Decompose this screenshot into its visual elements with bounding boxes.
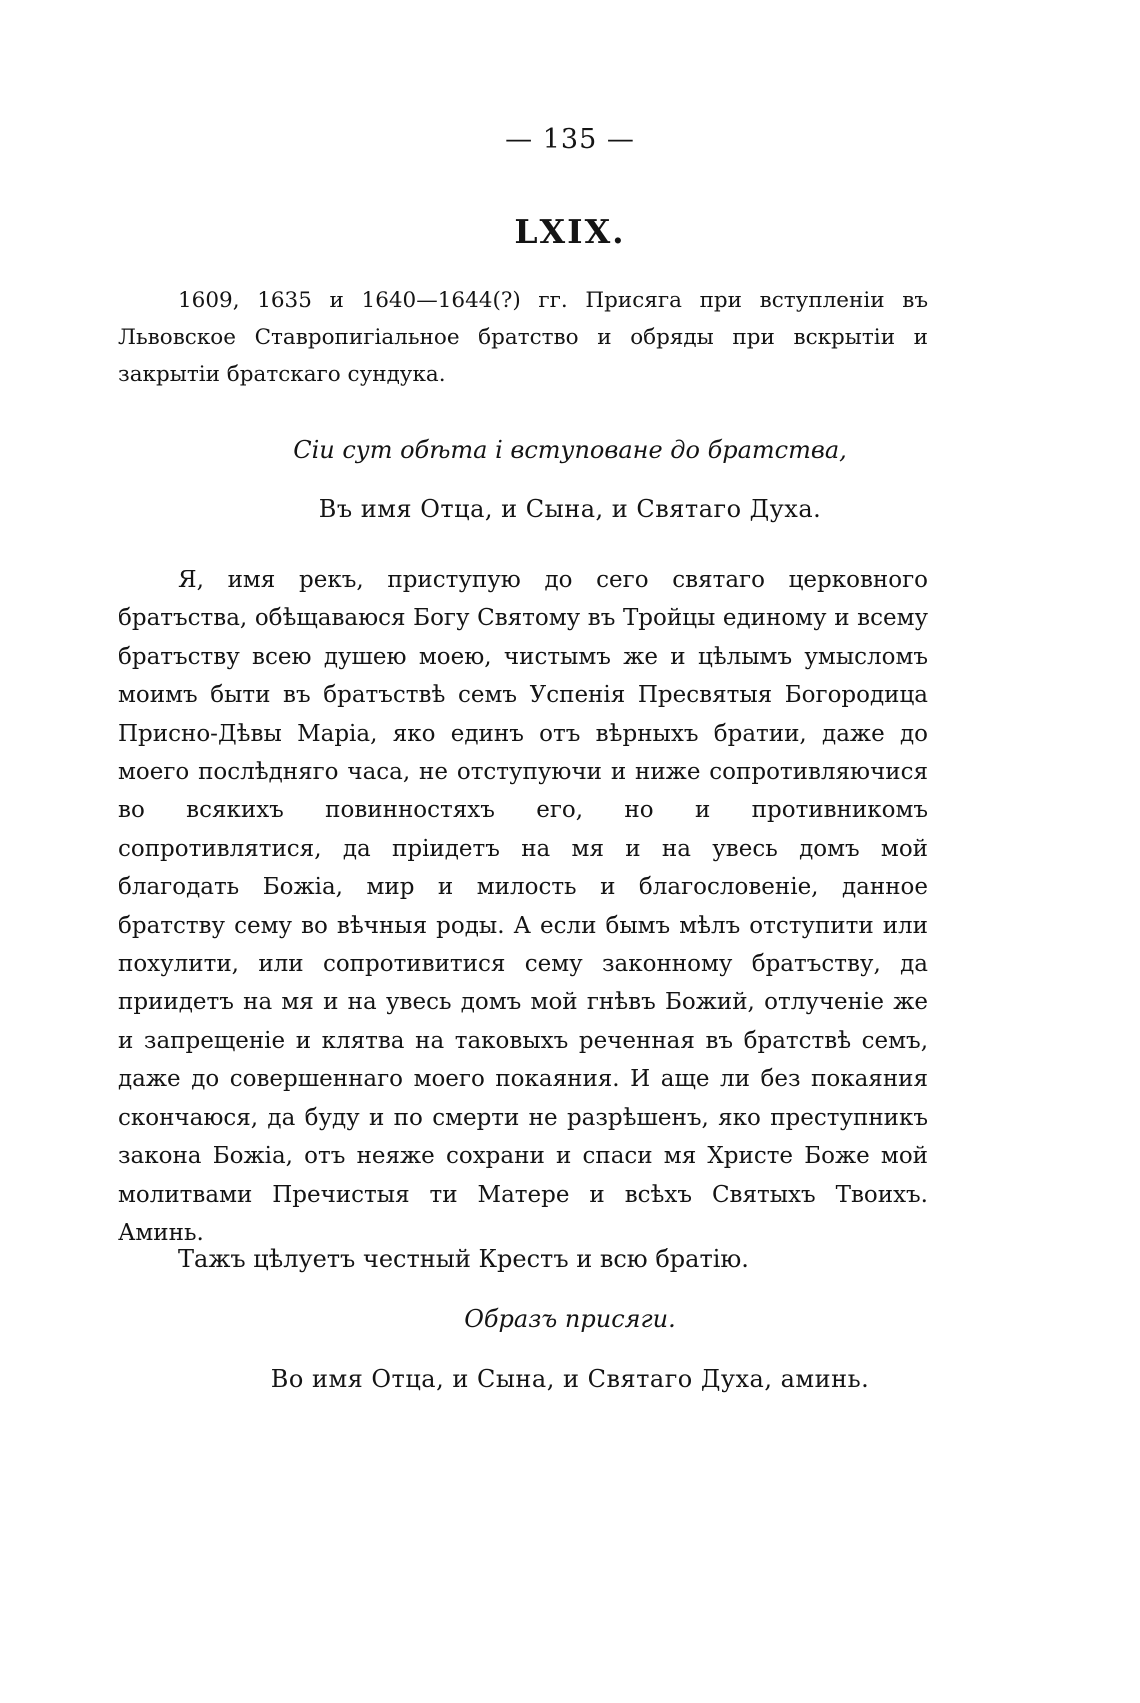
ritual-note: Тажъ цѣлуетъ честный Крестъ и всю братію. <box>178 1245 749 1273</box>
document-heading: 1609, 1635 и 1640—1644(?) гг. Присяга при вступленіи въ Львовское Ставропигіальное братство и обряды при вскрытіи и закрытіи братскаго сундука. <box>118 288 928 387</box>
document-number: LXIX. <box>514 212 626 251</box>
invocation: Въ имя Отца, и Сына, и Святаго Духа. <box>318 495 822 523</box>
oath-title: Образъ присяги. <box>464 1305 676 1333</box>
oath-invocation: Во имя Отца, и Сына, и Святаго Духа, аминь. <box>270 1365 870 1393</box>
oath-text: Я, имя рекъ, приступую до сего святаго церковного братъства, обѣщаваюся Богу Святому въ Тройцы единому и всему братъству всею душею моею, чистымъ же и цѣлымъ умысломъ моимъ быти въ братъствѣ семъ Успенія Пресвятыя Богородица Присно-Дѣвы Маріа, яко единъ отъ вѣрныхъ братии, даже до моего послѣдняго часа, не отступуючи и ниже сопротивляючися во всякихъ повинностяхъ его, но и противникомъ сопротивлятися, да пріидетъ на мя и на увесь домъ мой благодать Божіа, мир и милость и благословеніе, данное братству сему во вѣчныя роды. А если бымъ мѣлъ отступити или похулити, или сопротивитися сему законному братъству, да приидетъ на мя и на увесь домъ мой гнѣвъ Божий, отлученіе же и запрещеніе и клятва на таковыхъ реченная въ братствѣ семъ, даже до совершеннаго моего покаяния. И аще ли без покаяния скончаюся, да буду и по смерти не разрѣшенъ, яко преступникъ закона Божіа, отъ неяже сохрани и спаси мя Христе Боже мой молитвами Пречистыя ти Матере и всѣхъ Святыхъ Твоихъ. Аминь. <box>118 567 928 1246</box>
section-title: Сіи сут обѣта і вступоване до братства, <box>293 436 847 464</box>
page-number: — 135 — <box>505 124 635 155</box>
